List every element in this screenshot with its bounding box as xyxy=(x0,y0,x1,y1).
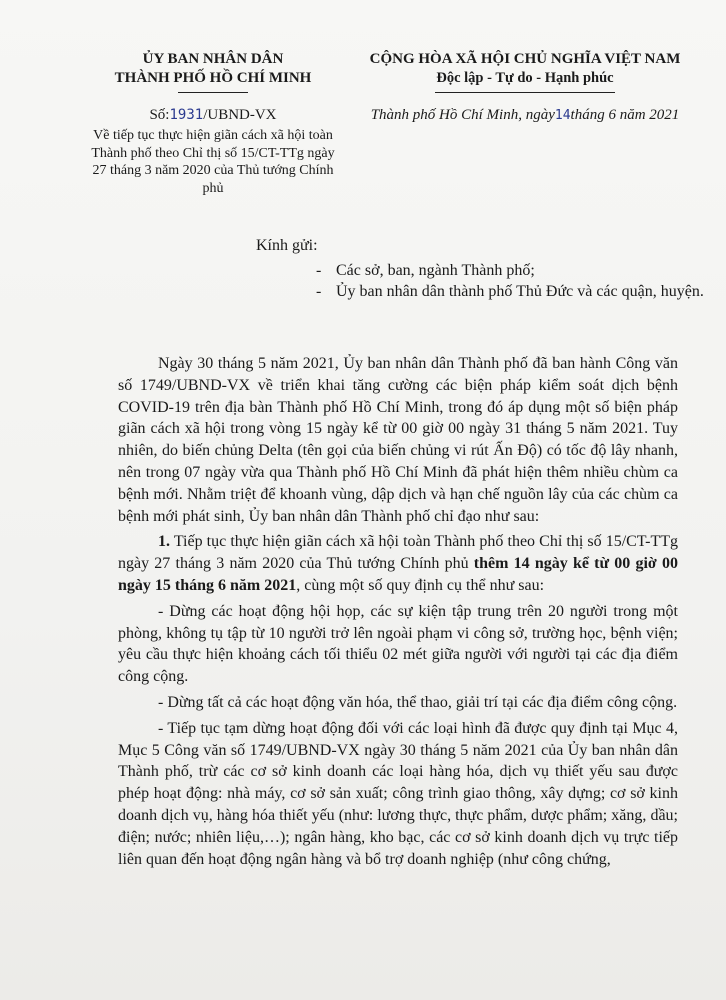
header-underline-left xyxy=(178,92,248,93)
doc-no-handwritten: 1931 xyxy=(169,107,204,123)
salutation: Kính gửi: xyxy=(256,237,318,254)
national-motto: Độc lập - Tự do - Hạnh phúc xyxy=(436,70,614,86)
issuing-authority xyxy=(88,50,338,93)
recipient-dash: - xyxy=(316,283,322,300)
recipient-text: Các sở, ban, ngành Thành phố; xyxy=(336,262,535,279)
document-number xyxy=(88,106,338,124)
nation-name: CỘNG HÒA XÃ HỘI CHỦ NGHĨA VIỆT NAM xyxy=(369,51,681,67)
body-bullet-2: - Dừng tất cả các hoạt động văn hóa, thể thao, giải trí tại các địa điểm công cộng. xyxy=(158,693,678,711)
doc-no-suffix: /UBND-VX xyxy=(203,107,277,123)
national-title xyxy=(340,50,710,93)
item-number: 1. xyxy=(158,533,170,551)
recipient-text: Ủy ban nhân dân thành phố Thủ Đức và các quận, huyện. xyxy=(336,283,704,300)
recipient-item xyxy=(316,281,706,302)
item-emphasis: thêm 14 ngày kể từ 00 giờ 00 ngày 15 tháng 6 năm 2021 xyxy=(118,555,678,594)
org-name-line1: ỦY BAN NHÂN DÂN xyxy=(142,51,284,67)
org-name-line2: THÀNH PHỐ HỒ CHÍ MINH xyxy=(114,70,312,86)
date-line xyxy=(340,106,710,125)
recipient-list xyxy=(316,260,706,302)
header-underline-right xyxy=(435,92,615,93)
body-item-1 xyxy=(118,531,678,596)
document-body xyxy=(118,353,678,874)
date-day-handwritten: 14 xyxy=(554,108,571,123)
item-tail: , cùng một số quy định cụ thể như sau: xyxy=(296,576,545,594)
recipient-dash: - xyxy=(316,262,322,279)
document-subject: Về tiếp tục thực hiện giãn cách xã hội toàn Thành phố theo Chỉ thị số 15/CT-TTg ngày 27 tháng 3 năm 2020 của Thủ tướng Chính phủ xyxy=(91,128,335,196)
body-bullet-1: - Dừng các hoạt động hội họp, các sự kiện tập trung trên 20 người trong một phòng, không tụ tập từ 10 người trở lên ngoài phạm vi công sở, trường học, bệnh viện; yêu cầu thực hiện khoảng cách tối thiểu 02 mét giữa người với người tại các địa điểm công cộng. xyxy=(118,602,678,686)
body-paragraph-intro: Ngày 30 tháng 5 năm 2021, Ủy ban nhân dân Thành phố đã ban hành Công văn số 1749/UBND-VX về triển khai tăng cường các biện pháp kiểm soát dịch bệnh COVID-19 trên địa bàn Thành phố Hồ Chí Minh, trong đó áp dụng một số biện pháp giãn cách xã hội trong vòng 15 ngày kể từ 00 giờ 00 ngày 31 tháng 5 năm 2021. Tuy nhiên, do biến chủng Delta (tên gọi của biến chủng vi rút Ấn Độ) có tốc độ lây nhanh, nên trong 07 ngày vừa qua Thành phố Hồ Chí Minh đã phát hiện thêm nhiều chùm ca bệnh mới. Nhằm triệt để khoanh vùng, dập dịch và hạn chế nguồn lây của các chùm ca bệnh mới phát sinh, Ủy ban nhân dân Thành phố chỉ đạo như sau: xyxy=(118,355,678,525)
item-text: Tiếp tục thực hiện giãn cách xã hội toàn Thành phố theo Chỉ thị số 15/CT-TTg ngày 27 tháng 3 năm 2020 của Thủ tướng Chính phủ xyxy=(118,533,678,573)
body-bullet-3: - Tiếp tục tạm dừng hoạt động đối với các loại hình đã được quy định tại Mục 4, Mục 5 Công văn số 1749/UBND-VX ngày 30 tháng 5 năm 2021 của Ủy ban nhân dân Thành phố, trừ các cơ sở kinh doanh các loại hàng hóa, dịch vụ thiết yếu sau được phép hoạt động: nhà máy, cơ sở sản xuất; công trình giao thông, xây dựng; cơ sở kinh doanh dịch vụ, hàng hóa thiết yếu (như: lương thực, thực phẩm, dược phẩm; xăng, dầu; điện; nước; nhiên liệu,…); ngân hàng, kho bạc, các cơ sở kinh doanh dịch vụ trực tiếp liên quan đến hoạt động ngân hàng và bổ trợ doanh nghiệp (như công chứng, xyxy=(118,719,678,868)
recipient-item xyxy=(316,260,706,281)
date-suffix: tháng 6 năm 2021 xyxy=(570,107,680,123)
doc-no-prefix: Số: xyxy=(149,107,170,123)
date-prefix: Thành phố Hồ Chí Minh, ngày xyxy=(370,107,555,123)
